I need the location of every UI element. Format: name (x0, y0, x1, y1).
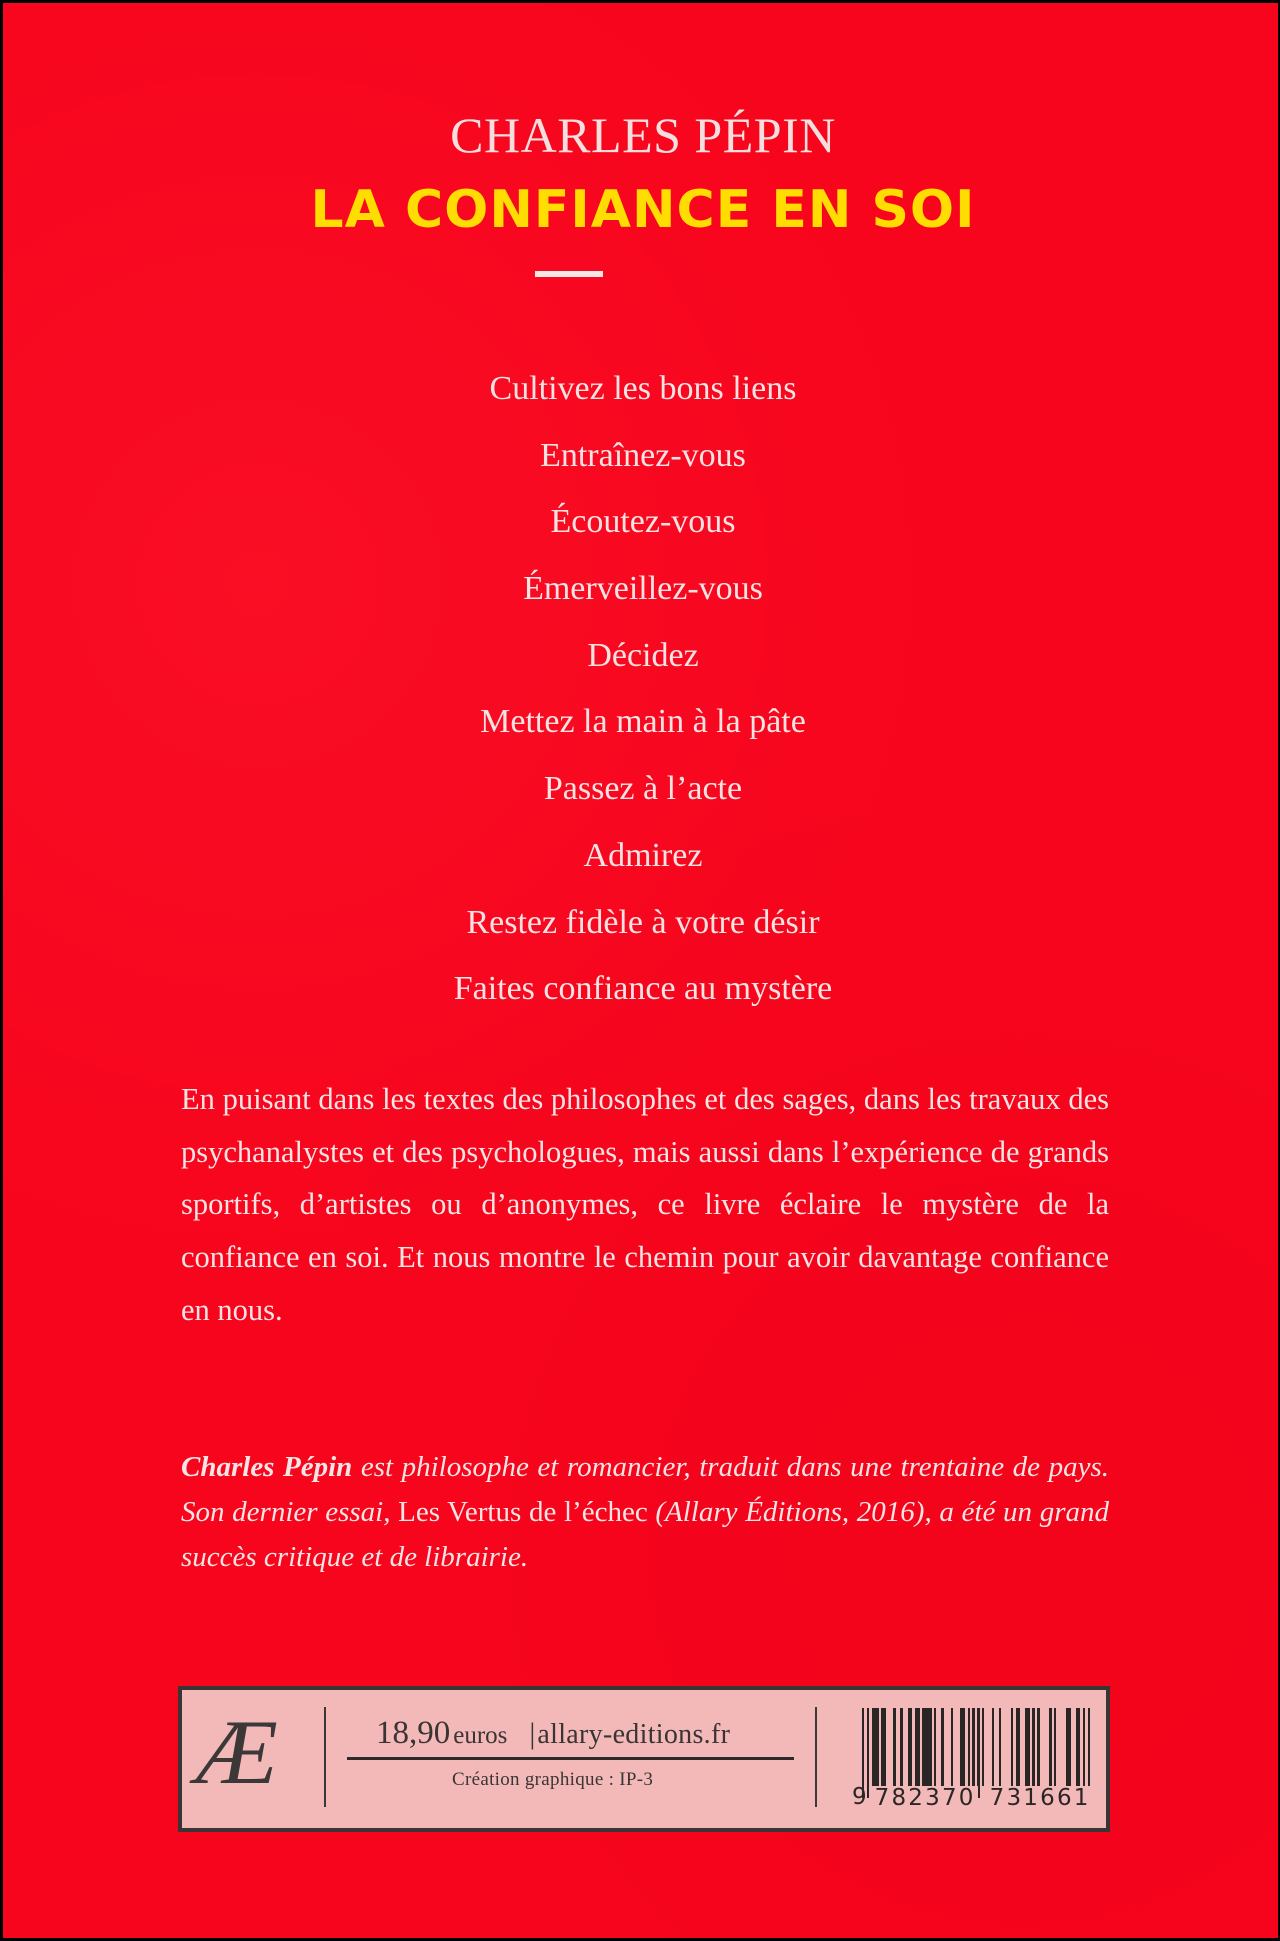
advice-item: Mettez la main à la pâte (480, 703, 806, 741)
publisher-website: allary-editions.fr (537, 1719, 731, 1750)
barcode-bar (1049, 1708, 1051, 1786)
vertical-divider (815, 1707, 817, 1807)
barcode-bar (1011, 1708, 1013, 1786)
barcode-bar (1037, 1708, 1039, 1786)
advice-list (3, 361, 1280, 1028)
book-title: LA CONFIANCE EN SOI (310, 180, 976, 240)
book-description: En puisant dans les textes des philosophes et des sages, dans les travaux des psychanalystes et des psychologues, mais aussi dans l’expérience de grands sportifs, d’artistes ou d’anonymes, ce livre éclaire le mystère de la confiance en soi. Et nous montre le chemin pour avoir davantage confiance en nous. (181, 1082, 1109, 1327)
barcode-bar (893, 1708, 895, 1786)
advice-item: Passez à l’acte (543, 770, 743, 808)
barcode-bar (982, 1708, 984, 1786)
advice-item: Faites confiance au mystère (453, 970, 833, 1008)
advice-item: Admirez (583, 836, 703, 874)
barcode-bar (941, 1708, 943, 1786)
advice-item: Restez fidèle à votre désir (466, 903, 820, 941)
barcode-bar (934, 1708, 936, 1786)
publisher-logo-icon: Æ (196, 1701, 278, 1803)
barcode-bar (1068, 1708, 1070, 1786)
title-divider (535, 271, 603, 277)
barcode-bar (917, 1708, 919, 1786)
bio-book-title: Les Vertus de l’échec (398, 1496, 648, 1528)
isbn-first-digit: 9 (852, 1784, 867, 1810)
price-row (376, 1715, 730, 1752)
book-back-cover (3, 3, 1278, 1938)
barcode-bar (900, 1708, 902, 1786)
barcode-bar (1078, 1708, 1080, 1786)
bio-text: (Allary Éditions, 2016), a été un grand succès critique et de librairie. (181, 1496, 1109, 1573)
barcode-bar (1032, 1708, 1034, 1786)
barcode-bar (884, 1708, 886, 1786)
advice-item: Émerveillez-vous (523, 570, 763, 608)
advice-item: Écoutez-vous (550, 503, 736, 541)
barcode-bar (876, 1708, 878, 1786)
barcode-bar (992, 1708, 994, 1786)
barcode-bar (968, 1708, 970, 1786)
author-bio (181, 1445, 1109, 1580)
barcode-bar (1054, 1708, 1056, 1786)
barcode-bar (1028, 1708, 1030, 1786)
advice-item: Entraînez-vous (540, 436, 746, 474)
barcode-bar (963, 1708, 965, 1786)
barcode-digits (852, 1778, 1091, 1811)
barcode-bar (999, 1708, 1001, 1786)
barcode-bar (929, 1708, 931, 1786)
barcode-bar (1018, 1708, 1020, 1786)
vertical-divider (324, 1707, 326, 1807)
advice-item: Décidez (587, 636, 699, 674)
author-name: CHARLES PÉPIN (450, 107, 836, 163)
separator: | (529, 1717, 536, 1750)
design-credit: Création graphique : IP-3 (452, 1769, 654, 1790)
isbn-group-left: 782370 (874, 1785, 976, 1811)
barcode-bar (951, 1708, 953, 1786)
price-amount: 18,90 (376, 1715, 451, 1751)
isbn-barcode (852, 1708, 1091, 1811)
bio-text: est philosophe et romancier, traduit dans une trentaine de pays. Son dernier essai, (181, 1451, 1109, 1528)
price-underline (347, 1757, 794, 1760)
advice-item: Cultivez les bons liens (489, 370, 797, 407)
barcode-bar (910, 1708, 912, 1786)
price-currency: euros (453, 1722, 508, 1749)
bio-author-name: Charles Pépin (181, 1451, 353, 1483)
isbn-group-right: 731661 (989, 1785, 1091, 1811)
publisher-info-box (178, 1686, 1110, 1832)
